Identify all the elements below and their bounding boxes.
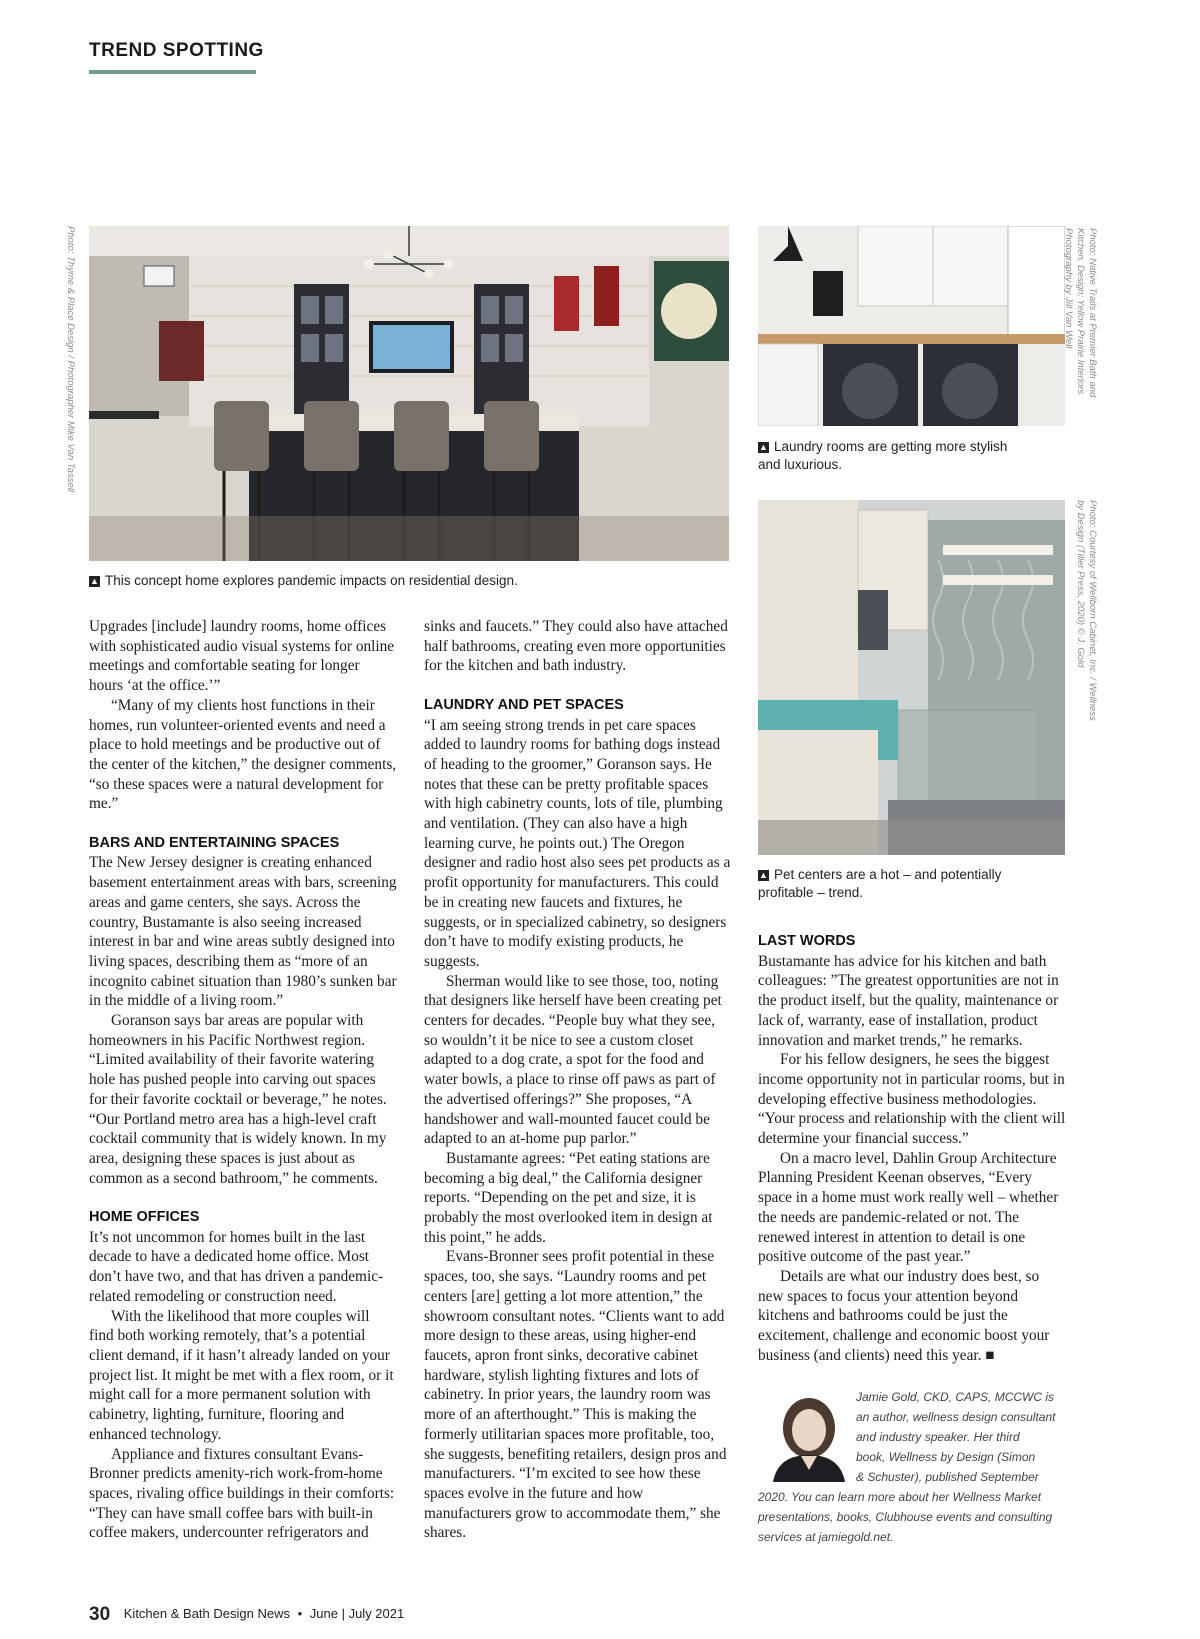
paragraph: It’s not uncommon for homes built in the last decade to have a dedicated home office. Most don’t have two, and that has driven a pandemic-related remodeling or construction need. <box>89 1228 384 1305</box>
caption-pet-line: profitable – trend. <box>758 885 864 900</box>
page-footer <box>89 1604 404 1626</box>
author-bio-continued <box>758 1487 1068 1547</box>
paragraph: “Many of my clients host functions in their homes, run volunteer-oriented events and need a place to hold meetings and be productive out of the center of the kitchen,” the designer comments, “so these spaces were a natural development for me.” <box>89 696 397 813</box>
caption-laundry-line: and luxurious. <box>758 457 843 472</box>
credit-line: Kitchen. Design: Yellow Prairie Interiors. <box>1075 228 1086 397</box>
page-number: 30 <box>89 1604 111 1625</box>
subhead-home-offices: HOME OFFICES <box>89 1209 200 1226</box>
photo-credit-pet <box>1074 500 1098 721</box>
photo-credit-main: Photo: Thyme & Place Design / Photographer Mike Van Tassell <box>65 226 76 492</box>
paragraph: Bustamante has advice for his kitchen and bath colleagues: ”The greatest opportunities are not in the product itself, but the quality, maintenance or lack of, warranty, ease of installation, product innovation and market trends,” he remarks. <box>758 952 1059 1049</box>
paragraph: Bustamante agrees: “Pet eating stations are becoming a big deal,” the California designer reports. “Depending on the pet and size, it is probably the most overlooked item in design at this point,” he adds. <box>424 1149 713 1246</box>
credit-line: Photography by Jill Van Well <box>1063 228 1074 349</box>
paragraph: On a macro level, Dahlin Group Architecture Planning President Keenan observes, “Every space in a home must work really well – whether the needs are pandemic-related or not. The renewed interest in attention to detail is one positive outcome of the past year.” <box>758 1149 1059 1266</box>
caption-arrow-icon: ▲ <box>759 870 768 880</box>
subhead-laundry-pet: LAUNDRY AND PET SPACES <box>424 696 624 713</box>
author-headshot <box>768 1390 850 1482</box>
publication-name: Kitchen & Bath Design News <box>123 1606 290 1621</box>
paragraph: Appliance and fixtures consultant Evans-Bronner predicts amenity-rich work-from-home spaces, rivaling office buildings in their comforts: “They can have small coffee bars with built-in coffee makers, undercounter refrigerators and <box>89 1445 395 1542</box>
caption-main <box>89 572 729 590</box>
bio-line: & Schuster), published September <box>856 1470 1039 1484</box>
paragraph: With the likelihood that more couples will find both working remotely, that’s a potential client demand, if it hasn’t already landed on your project list. It might be met with a flex room, or it might call for a more permanent solution with cabinetry, lighting, furniture, flooring and enhanced technology. <box>89 1307 394 1443</box>
paragraph: sinks and faucets.” They could also have attached half bathrooms, creating even more opportunities for the kitchen and bath industry. <box>424 618 728 675</box>
section-title: TREND SPOTTING <box>89 40 264 61</box>
caption-laundry-line: Laundry rooms are getting more stylish <box>774 439 1008 454</box>
bio-line: an author, wellness design consultant <box>856 1410 1056 1424</box>
paragraph: For his fellow designers, he sees the biggest income opportunity not in particular rooms, but in developing effective business methodologies. “Your process and relationship with the client will determine your financial success.” <box>758 1051 1066 1148</box>
caption-pet <box>758 866 1065 902</box>
article-column-1 <box>89 617 397 1543</box>
paragraph: Evans-Bronner sees profit potential in these spaces, too, she says. “Laundry rooms and pet centers [are] getting a lot more attention,” the showroom consultant notes. “Clients want to add more design to these areas, using higher-end faucets, apron front sinks, decorative cabinet hardware, stylish lighting fixtures and lots of cabinetry. In prior years, the laundry room was more of an afterthought.” This is making the formerly utilitarian spaces more profitable, too, she suggests, benefiting retailers, design pros and manufacturers. “I’m excited to see how these spaces evolve in the future and how manufacturers grow to accommodate them,” she shares. <box>424 1248 727 1542</box>
caption-laundry <box>758 438 1065 474</box>
subhead-bars: BARS AND ENTERTAINING SPACES <box>89 834 340 851</box>
article-column-3 <box>758 932 1068 1365</box>
credit-line: Photo: Native Trails at Premier Bath and <box>1087 228 1098 398</box>
photo-pet-center <box>758 500 1065 855</box>
caption-arrow-icon: ▲ <box>90 576 99 586</box>
footer-separator: • <box>297 1606 303 1621</box>
caption-main-text: This concept home explores pandemic impacts on residential design. <box>105 573 518 588</box>
caption-pet-line: Pet centers are a hot – and potentially <box>774 867 1002 882</box>
paragraph: Sherman would like to see those, too, noting that designers like herself have been creating pet centers for decades. “People buy what they see, so wouldn’t it be nice to see a custom closet adapted to a dog crate, a spot for the food and water bowls, a place to rinse off paws as part of the advertised offerings?” She proposes, “A handshower and wall-mounted faucet could be adapted to an at-home pup parlor.” <box>424 972 722 1148</box>
credit-line: by Design (Tiller Press, 2020) © J. Gold <box>1075 500 1086 668</box>
bio-line: and industry speaker. Her third <box>856 1430 1020 1444</box>
credit-line: Photo: Courtesy of Wellborn Cabinet, Inc. / Wellness <box>1087 500 1098 721</box>
paragraph: Upgrades [include] laundry rooms, home offices with sophisticated audio visual systems for online meetings and comfortable seating for longer hours ‘at the office.’” <box>89 618 395 695</box>
paragraph: The New Jersey designer is creating enhanced basement entertainment areas with bars, screening areas and game centers, she says. Across the country, Bustamante is also seeing increased interest in bar and wine areas subtly designed into living spaces, describing them as “more of an incognito cabinet situation than 1980’s sunken bar in the middle of a living room.” <box>89 854 397 1010</box>
paragraph: Goranson says bar areas are popular with homeowners in his Pacific Northwest region. “Limited availability of their favorite watering hole has pushed people into carving out spaces for their favorite cocktail or beverage,” he notes. “Our Portland metro area has a high-level craft cocktail community that is widely known. In my area, designing these spaces is just about as common as a second bathroom,” he comments. <box>89 1012 387 1187</box>
photo-laundry-room <box>758 226 1065 426</box>
bio-line: services at jamiegold.net. <box>758 1530 894 1544</box>
bio-line: presentations, books, Clubhouse events and consulting <box>758 1510 1053 1524</box>
subhead-last-words: LAST WORDS <box>758 933 856 949</box>
article-column-2 <box>424 617 732 1543</box>
bio-line: Jamie Gold, CKD, CAPS, MCCWC is <box>856 1390 1055 1404</box>
section-title-rule <box>89 70 256 74</box>
photo-credit-laundry <box>1062 228 1098 397</box>
photo-basement-bar <box>89 226 729 561</box>
paragraph: “I am seeing strong trends in pet care spaces added to laundry rooms for bathing dogs instead of heading to the groomer,” Goranson says. He notes that these can be pretty profitable spaces with high cabinetry counts, lots of tile, plumbing and ventilation. (They can also have a high learning curve, he points out.) The Oregon designer and radio host also sees pet products as a profit opportunity for manufacturers. This could be in creating new faucets and fixtures, he suggests, or in specialized cabinetry, so designers don’t have to modify existing products, he suggests. <box>424 716 731 970</box>
caption-arrow-icon: ▲ <box>759 442 768 452</box>
author-bio <box>856 1387 1066 1487</box>
issue-date: June | July 2021 <box>309 1606 405 1621</box>
paragraph: Details are what our industry does best, so new spaces to focus your attention beyond kitchens and bathrooms could be just the excitement, challenge and economic boost your business (and clients) need this year. ■ <box>758 1267 1050 1364</box>
bio-line: book, Wellness by Design (Simon <box>856 1450 1036 1464</box>
bio-line: 2020. You can learn more about her Wellness Market <box>758 1490 1042 1504</box>
